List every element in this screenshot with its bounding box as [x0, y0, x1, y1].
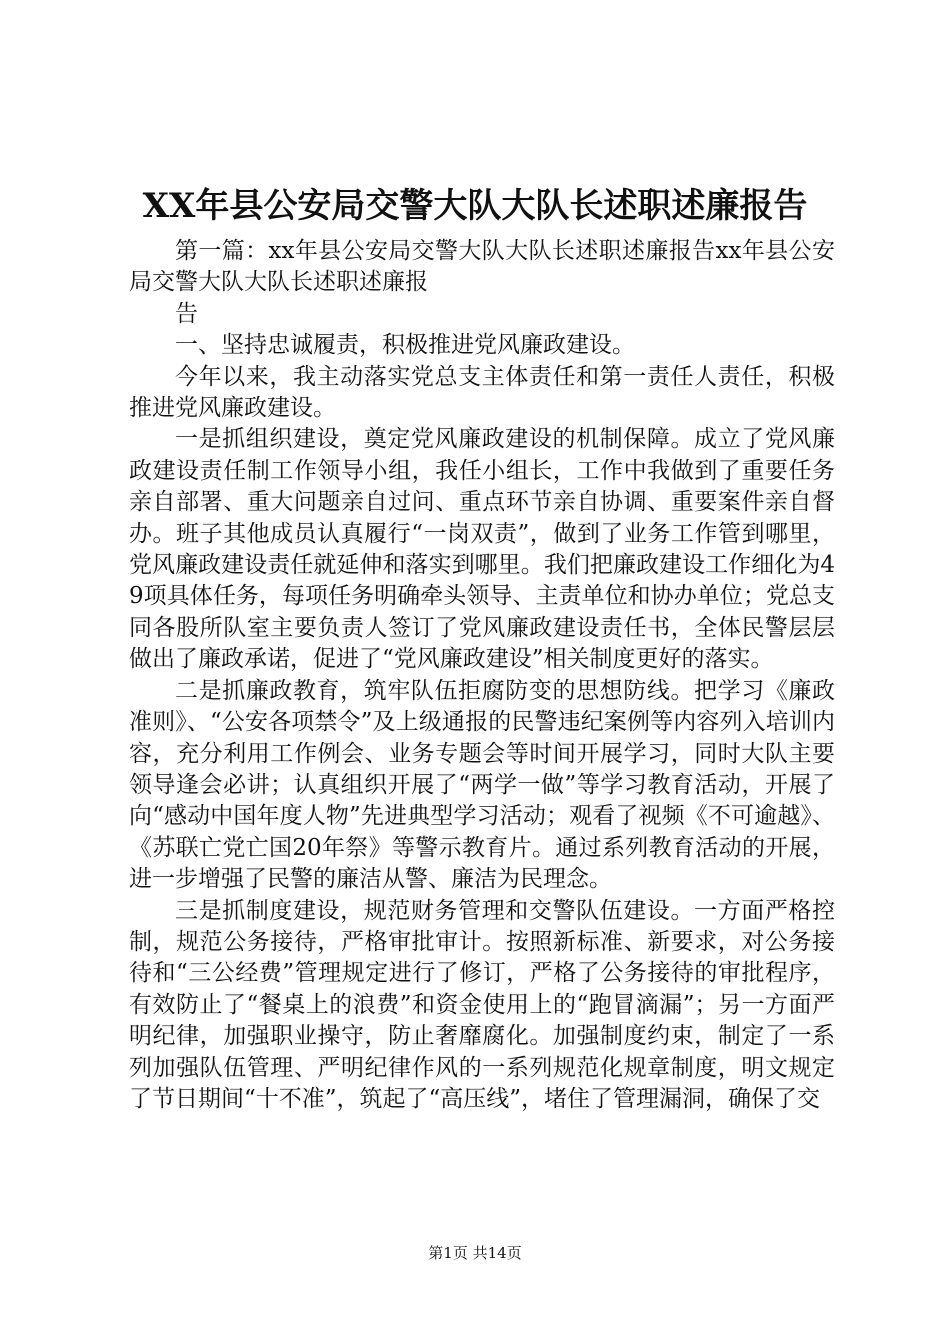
paragraph-heading-continuation: 告	[175, 300, 198, 327]
paragraph-intro: 今年以来，我主动落实党总支主体责任和第一责任人责任，积极推进党风廉政建设。	[129, 363, 835, 422]
page-number-footer: 第1页 共14页	[428, 1244, 522, 1262]
paragraph-system: 三是抓制度建设，规范财务管理和交警队伍建设。一方面严格控制，规范公务接待，严格审批审计。按照新标准、新要求，对公务接待和“三公经费”管理规定进行了修订，严格了公务接待的审批程序，有效防止了“餐桌上的浪费”和资金使用上的“跑冒滴漏”；另一方面严明纪律，加强职业操守，防止奢靡腐化。加强制度约束，制定了一系列加强队伍管理、严明纪律作风的一系列规范化规章制度，明文规定了节日期间“十不准”，筑起了“高压线”，堵住了管理漏洞，确保了交	[129, 897, 835, 1112]
document-body	[129, 236, 835, 1115]
paragraph-organization: 一是抓组织建设，奠定党风廉政建设的机制保障。成立了党风廉政建设责任制工作领导小组，我任小组长，工作中我做到了重要任务亲自部署、重大问题亲自过问、重点环节亲自协调、重要案件亲自督办。班子其他成员认真履行“一岗双责”，做到了业务工作管到哪里，党风廉政建设责任就延伸和落实到哪里。我们把廉政建设工作细化为49项具体任务，每项任务明确牵头领导、主责单位和协办单位；党总支同各股所队室主要负责人签订了党风廉政建设责任书，全体民警层层做出了廉政承诺，促进了“党风廉政建设”相关制度更好的落实。	[129, 426, 835, 673]
document-title: XX年县公安局交警大队大队长述职述廉报告	[142, 186, 808, 226]
paragraph-section-heading: 一、坚持忠诚履责，积极推进党风廉政建设。	[175, 332, 635, 359]
paragraph-education: 二是抓廉政教育，筑牢队伍拒腐防变的思想防线。把学习《廉政准则》、“公安各项禁令”及上级通报的民警违纪案例等内容列入培训内容，充分利用工作例会、业务专题会等时间开展学习，同时大队主要领导逢会必讲；认真组织开展了“两学一做”等学习教育活动，开展了向“感动中国年度人物”先进典型学习活动；观看了视频《不可逾越》、《苏联亡党亡国20年祭》等警示教育片。通过系列教育活动的开展，进一步增强了民警的廉洁从警、廉洁为民理念。	[129, 677, 835, 893]
paragraph-heading-line: 第一篇：xx年县公安局交警大队大队长述职述廉报告xx年县公安局交警大队大队长述职述廉报	[129, 238, 835, 296]
